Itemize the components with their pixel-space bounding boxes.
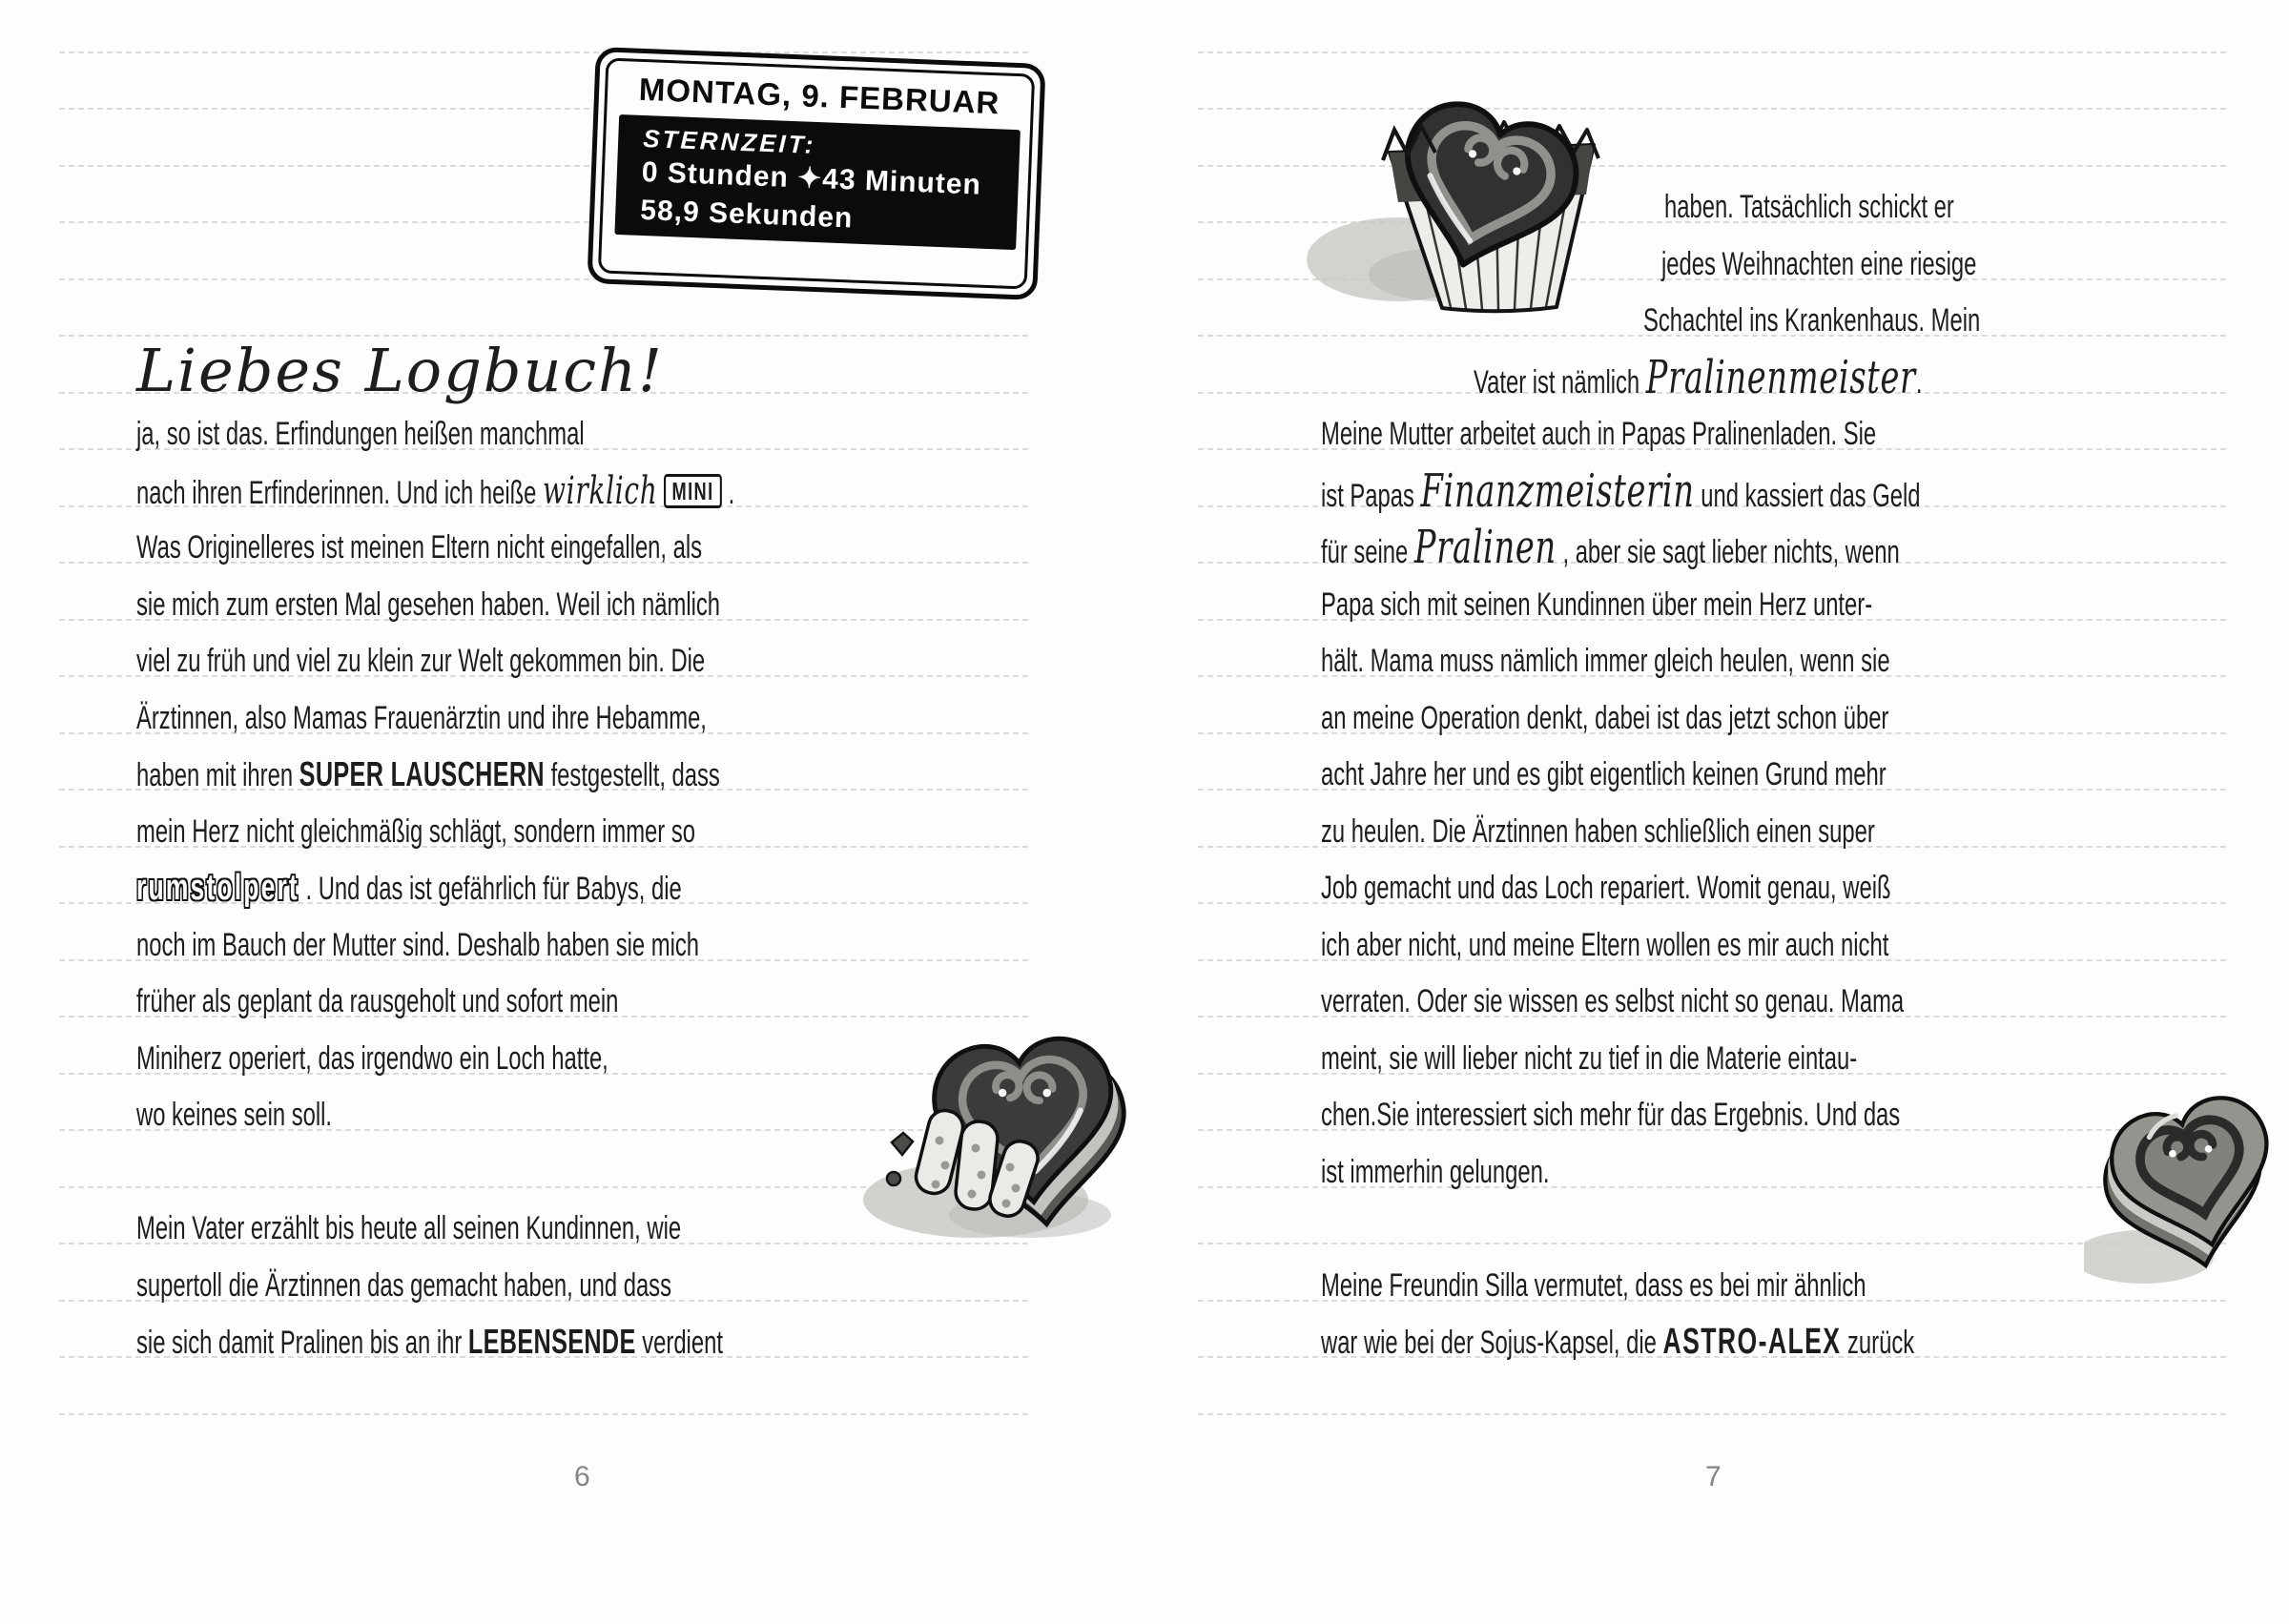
- ruled-line: [59, 51, 1028, 53]
- text-segment: Vater ist nämlich: [1474, 363, 1646, 401]
- text-line: [1321, 925, 1888, 965]
- text-segment: Papa sich mit seinen Kundinnen über mein Herz unter-: [1321, 586, 1873, 623]
- text-segment: LEBENSENDE: [467, 1322, 636, 1361]
- text-segment: Miniherz operiert, das irgendwo ein Loch hatte,: [136, 1039, 608, 1077]
- text-line: [136, 981, 618, 1021]
- page-number-left: 6: [574, 1461, 590, 1492]
- text-line: [136, 1265, 671, 1305]
- heart-praline-illustration: [2084, 1052, 2289, 1295]
- sternzeit-line2: 58,9 Sekunden: [639, 194, 854, 235]
- text-segment: mein Herz nicht gleichmäßig schlägt, sondern immer so: [136, 812, 695, 850]
- text-segment: festgestellt, dass: [544, 757, 720, 793]
- text-segment: . Und das ist gefährlich für Babys, die: [299, 871, 682, 907]
- text-line: [1321, 1322, 1914, 1362]
- text-segment: ist Papas: [1321, 477, 1421, 514]
- text-line: [1321, 414, 1876, 454]
- text-segment: SUPER LAUSCHERN: [299, 754, 545, 793]
- text-line: [1661, 244, 1976, 284]
- text-segment: Pralinen: [1413, 521, 1557, 574]
- text-line: [136, 925, 699, 965]
- ruled-line: [1198, 1413, 2226, 1415]
- page-heading: [136, 333, 664, 409]
- text-segment: Was Originelleres ist meinen Eltern nicht eingefallen, als: [136, 529, 703, 565]
- text-segment: .: [1915, 363, 1923, 401]
- sternzeit-panel: [614, 114, 1021, 250]
- text-line: [1321, 521, 1900, 574]
- text-segment: verraten. Oder sie wissen es selbst nicht so genau. Mama: [1321, 983, 1905, 1019]
- text-line: [1321, 1265, 1866, 1305]
- text-line: [1321, 754, 1887, 794]
- text-line: [136, 754, 720, 794]
- text-segment: viel zu früh und viel zu klein zur Welt gekommen bin. Die: [136, 643, 706, 679]
- text-segment: jedes Weihnachten eine riesige: [1661, 245, 1977, 282]
- text-line: [136, 1208, 681, 1248]
- text-line: [136, 868, 682, 908]
- text-line: [136, 585, 720, 625]
- text-segment: und kassiert das Geld: [1694, 477, 1921, 514]
- text-line: [1321, 585, 1872, 625]
- sternzeit-label: STERNZEIT:: [642, 124, 816, 159]
- text-line: [136, 1095, 332, 1135]
- text-segment: verdient: [635, 1325, 723, 1361]
- text-segment: Meine Mutter arbeitet auch in Papas Pralinenladen. Sie: [1321, 416, 1877, 452]
- mini-name-box: MINI: [664, 474, 722, 508]
- ruled-line: [1198, 51, 2226, 53]
- text-segment: an meine Operation denkt, dabei ist das jetzt schon über: [1321, 699, 1889, 736]
- text-line: [1664, 187, 1954, 227]
- ruled-line: [1198, 1243, 2226, 1244]
- text-line: [1474, 350, 1923, 404]
- text-segment: nach ihren Erfinderinnen. Und ich heiße: [136, 474, 544, 511]
- text-line: [136, 414, 585, 454]
- stamp-date-text: MONTAG, 9. FEBRUAR: [638, 71, 1000, 121]
- text-line: [1321, 463, 1921, 518]
- text-line: [136, 641, 705, 681]
- text-segment: ja, so ist das. Erfindungen heißen manchmal: [136, 416, 585, 452]
- text-segment: wirklich: [543, 468, 658, 513]
- text-line: [136, 1038, 608, 1079]
- text-line: [1643, 300, 1980, 340]
- text-segment: hält. Mama muss nämlich immer gleich heulen, wenn sie: [1321, 643, 1890, 679]
- text-segment: .: [721, 474, 735, 511]
- text-line: [1321, 868, 1891, 908]
- text-line: [1321, 1038, 1857, 1079]
- text-segment: Job gemacht und das Loch repariert. Womit genau, weiß: [1321, 870, 1891, 906]
- text-segment: für seine: [1321, 534, 1414, 570]
- sternzeit-line1: 0 Stunden ✦43 Minuten: [641, 155, 982, 201]
- text-line: [1321, 981, 1904, 1021]
- ruled-line: [59, 1413, 1028, 1415]
- text-line: [136, 468, 735, 513]
- text-segment: Mein Vater erzählt bis heute all seinen Kundinnen, wie: [136, 1210, 682, 1246]
- page-number-right: 7: [1705, 1461, 1722, 1492]
- text-line: [136, 698, 707, 738]
- date-stamp: [587, 47, 1045, 300]
- text-segment: Finanzmeisterin: [1420, 463, 1695, 518]
- text-segment: Pralinenmeister: [1645, 350, 1916, 404]
- bitten-praline-illustration: [863, 997, 1149, 1251]
- text-line: [1321, 698, 1888, 738]
- text-segment: chen.Sie interessiert sich mehr für das Ergebnis. Und das: [1321, 1097, 1901, 1133]
- praline-cup-illustration: [1297, 72, 1640, 319]
- text-segment: zu heulen. Die Ärztinnen haben schließlich einen super: [1321, 812, 1875, 850]
- text-segment: Liebes Logbuch!: [136, 335, 664, 405]
- text-segment: meint, sie will lieber nicht zu tief in die Materie eintau-: [1321, 1039, 1858, 1077]
- text-segment: Meine Freundin Silla vermutet, dass es bei mir ähnlich: [1321, 1266, 1866, 1304]
- text-segment: wo keines sein soll.: [136, 1097, 333, 1133]
- text-segment: sie mich zum ersten Mal gesehen haben. Weil ich nämlich: [136, 586, 721, 623]
- text-segment: früher als geplant da rausgeholt und sofort mein: [136, 983, 619, 1019]
- text-segment: ich aber nicht, und meine Eltern wollen es mir auch nicht: [1321, 926, 1889, 963]
- text-segment: noch im Bauch der Mutter sind. Deshalb haben sie mich: [136, 926, 700, 963]
- page-right: [1144, 0, 2289, 1624]
- text-segment: Ärztinnen, also Mamas Frauenärztin und ihre Hebamme,: [136, 699, 707, 736]
- text-line: [136, 1322, 723, 1362]
- text-segment: war wie bei der Sojus-Kapsel, die: [1321, 1325, 1663, 1361]
- text-segment: ist immerhin gelungen.: [1321, 1153, 1550, 1190]
- text-segment: ASTRO-ALEX: [1662, 1322, 1842, 1362]
- text-segment: zurück: [1841, 1325, 1915, 1361]
- text-line: [136, 527, 702, 567]
- page-left: [0, 0, 1144, 1624]
- text-line: [1321, 1095, 1900, 1135]
- text-line: [1321, 812, 1875, 852]
- text-segment: haben. Tatsächlich schickt er: [1664, 189, 1954, 225]
- text-segment: acht Jahre her und es gibt eigentlich keinen Grund mehr: [1321, 756, 1887, 792]
- text-segment: Schachtel ins Krankenhaus. Mein: [1643, 302, 1981, 339]
- text-line: [136, 812, 695, 852]
- text-line: [1321, 641, 1890, 681]
- text-segment: haben mit ihren: [136, 757, 299, 793]
- date-stamp-inner-border: [598, 57, 1035, 289]
- text-segment: supertoll die Ärztinnen das gemacht haben, und dass: [136, 1266, 671, 1304]
- text-segment: rumstolpert: [136, 868, 299, 908]
- text-line: [1321, 1152, 1549, 1192]
- text-segment: , aber sie sagt lieber nichts, wenn: [1556, 534, 1900, 570]
- text-segment: sie sich damit Pralinen bis an ihr: [136, 1325, 468, 1361]
